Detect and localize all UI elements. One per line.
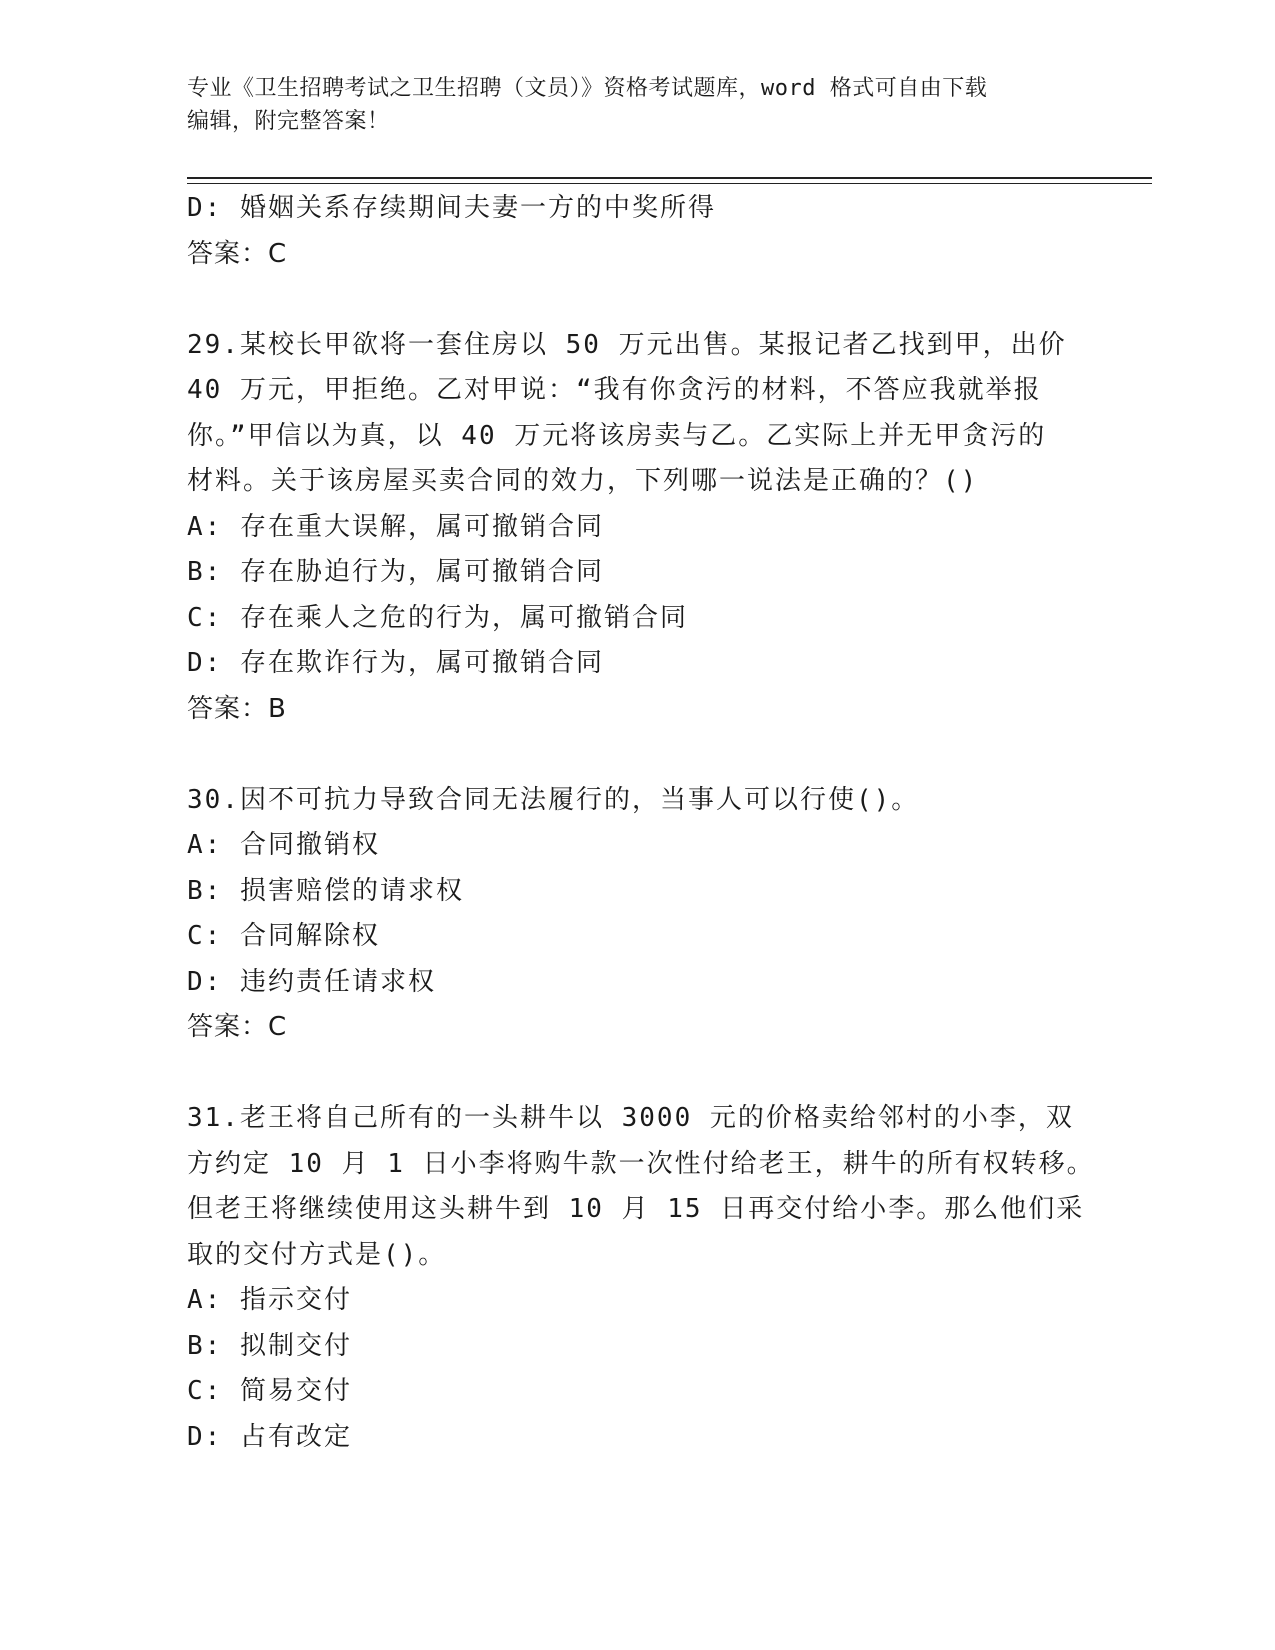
q29-option-c: C: 存在乘人之危的行为，属可撤销合同 — [187, 602, 688, 633]
spacer — [187, 1051, 1107, 1097]
header-rule-thick — [187, 177, 1152, 179]
prev-option-d: D: 婚姻关系存续期间夫妻一方的中奖所得 — [187, 193, 716, 223]
q30-stem-line-1: 30.因不可抗力导致合同无法履行的，当事人可以行使()。 — [187, 784, 920, 815]
spacer — [187, 732, 1107, 778]
q29-stem-line-4: 材料。关于该房屋买卖合同的效力，下列哪一说法是正确的？() — [187, 466, 979, 496]
question-content — [187, 186, 1107, 1460]
q31-option-b: B: 拟制交付 — [187, 1330, 352, 1361]
q29-stem-line-2: 40 万元，甲拒绝。乙对甲说：“我有你贪污的材料，不答应我就举报 — [187, 375, 1042, 405]
q30-option-a: A: 合同撤销权 — [187, 830, 380, 860]
q29-stem-line-1: 29.某校长甲欲将一套住房以 50 万元出售。某报记者乙找到甲，出价 — [187, 329, 1067, 360]
q31-stem-line-2: 方约定 10 月 1 日小李将购牛款一次性付给老王，耕牛的所有权转移。 — [187, 1148, 1095, 1179]
q30-option-c: C: 合同解除权 — [187, 921, 380, 951]
q29-option-d: D: 存在欺诈行为，属可撤销合同 — [187, 648, 604, 678]
q29-option-b: B: 存在胁迫行为，属可撤销合同 — [187, 557, 604, 587]
header-line-2: 编辑，附完整答案！ — [187, 109, 390, 134]
q31-stem-line-3: 但老王将继续使用这头耕牛到 10 月 15 日再交付给小李。那么他们采 — [187, 1194, 1085, 1224]
q31-stem-line-1: 31.老王将自己所有的一头耕牛以 3000 元的价格卖给邻村的小李，双 — [187, 1103, 1074, 1133]
q30-option-b: B: 损害赔偿的请求权 — [187, 875, 464, 906]
spacer — [187, 277, 1107, 323]
q29-option-a: A: 存在重大误解，属可撤销合同 — [187, 511, 604, 542]
prev-answer: 答案：C — [187, 238, 288, 269]
q31-option-c: C: 简易交付 — [187, 1376, 352, 1406]
q31-option-a: A: 指示交付 — [187, 1285, 352, 1315]
q31-stem-line-4: 取的交付方式是()。 — [187, 1239, 447, 1270]
header-line-1: 专业《卫生招聘考试之卫生招聘（文员）》资格考试题库，word 格式可自由下载 — [187, 76, 988, 101]
q29-stem-line-3: 你。”甲信以为真，以 40 万元将该房卖与乙。乙实际上并无甲贪污的 — [187, 420, 1047, 451]
q30-option-d: D: 违约责任请求权 — [187, 966, 436, 997]
page-header — [187, 72, 1087, 138]
q30-answer: 答案：C — [187, 1012, 288, 1042]
header-rule-thin — [187, 183, 1152, 184]
q29-answer: 答案：B — [187, 693, 287, 724]
q31-option-d: D: 占有改定 — [187, 1421, 352, 1452]
